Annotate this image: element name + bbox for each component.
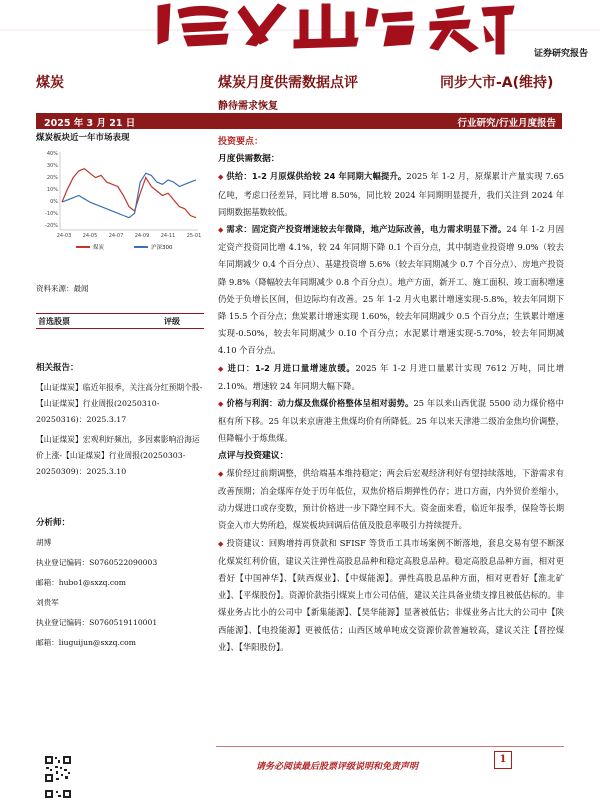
x-tick-label: 25-01 — [186, 233, 202, 239]
analyst-name: 刘贵军 — [36, 598, 59, 607]
preferred-stock-header — [36, 313, 204, 329]
sector-name: 煤炭 — [36, 75, 64, 91]
page-number: 1 — [494, 751, 512, 769]
disclaimer-notice: 请务必阅读最后股票评级说明和免责声明 — [256, 762, 419, 772]
related-report-item[interactable]: 【山证煤炭】宏观利好频出，多因素影响沿海运价上涨-【山证煤炭】行业周报(20250303-20250309)：2025.3.10 — [36, 435, 200, 476]
bullet-review: ◆ 煤价经过前期调整，供给端基本维持稳定；两会后宏观经济利好有望持续落地，下游需求有改善预期；冶金煤库存处于历年低位，双焦价格后期弹性仍存；进口方面，内外贸价差缩小，动力煤进口或存变数，预计价格进一步下降空间不大。资金面来看，临近年报季，保险等长期资金入市大势所趋，煤炭板块回调后估值及股息率吸引力持续提升。 — [218, 467, 565, 531]
report-subtitle: 静待需求恢复 — [218, 101, 278, 112]
related-report-item[interactable]: 【山证煤炭】临近年报季，关注高分红预期个股-【山证煤炭】行业周报(20250310-20250316)：2025.3.17 — [36, 383, 203, 424]
y-tick-label: 40% — [46, 151, 58, 157]
legend-label: 沪深300 — [151, 245, 173, 251]
x-tick-label: 24-11 — [160, 233, 176, 239]
qr-code-icon — [44, 788, 72, 800]
y-tick-label: -20% — [45, 223, 58, 229]
y-tick-label: 30% — [46, 163, 58, 169]
report-type-label: 证券研究报告 — [533, 49, 588, 59]
analyst-block — [36, 513, 204, 653]
qr-code-icon — [44, 755, 72, 783]
section-title: 投资要点： — [218, 137, 264, 147]
main-content — [218, 134, 564, 656]
bullet-icon: ◆ — [218, 226, 224, 235]
subsection-title: 点评与投资建议： — [218, 450, 289, 461]
y-tick-label: 20% — [46, 175, 58, 181]
bullet-import: ◆ 进口：1-2 月进口量增速放缓。2025 年 1-2 月进口量累计实现 7612 万吨，同比增 2.10%。增速较 24 年同期大幅下降。 — [218, 362, 564, 391]
analyst-cert: 执业登记编码：S0760519110001 — [36, 618, 158, 627]
y-tick-label: 0% — [50, 199, 58, 205]
subsection-title: 月度供需数据： — [218, 154, 280, 165]
y-tick-label: -10% — [45, 211, 58, 217]
x-tick-label: 24-03 — [56, 233, 72, 239]
industry-rating: 同步大市-A(维持) — [440, 75, 554, 91]
bullet-icon: ◆ — [218, 469, 224, 478]
analyst-title: 分析师： — [36, 518, 71, 528]
brand-calligraphy-logo — [118, 0, 518, 58]
series-line-coal — [62, 169, 196, 218]
rating-label: 评级 — [164, 317, 180, 326]
analyst-email[interactable]: 邮箱：liuguijun@sxzq.com — [36, 638, 136, 647]
y-tick-label: 10% — [46, 187, 58, 193]
chart-title — [36, 131, 204, 143]
report-category: 行业研究/行业月度报告 — [457, 118, 556, 129]
x-tick-label: 24-05 — [82, 233, 98, 239]
market-performance-chart — [36, 148, 204, 258]
bullet-icon: ◆ — [218, 400, 224, 409]
bullet-icon: ◆ — [218, 539, 224, 548]
bullet-icon: ◆ — [218, 173, 224, 182]
bullet-advice: ◆ 投资建议：回购增持再贷款和 SFISF 等货币工具市场案例不断落地，套息交易有望不断深化煤炭红利价值，建议关注弹性高股息品种和稳定高股息品种。稳定高股息品种方面，相对更看好【中国神华】、【陕西煤业】、【中煤能源】。弹性高股息品种方面，相对更看好【淮北矿业】、【平煤股份】。资源价款指引煤炭上市公司估值，建议关注具备业绩支撑且被低估标的。非煤业务占比小的公司中【新集能源】、【昊华能源】显著被低估；非煤业务占比大的公司中【陕西能源】、【电投能源】更被低估；山西区域单吨成交资源价款普遍较高，建议关注【晋控煤业】、【华阳股份】。 — [218, 537, 565, 652]
bullet-icon: ◆ — [218, 364, 225, 373]
analyst-name: 胡博 — [36, 538, 52, 547]
bullet-demand: ◆ 需求：固定资产投资增速较去年微降，地产边际改善，电力需求明显下滑。24 年 1-2 月固定资产投资同比增 4.1%，较 24 年同期下降 0.1 个百分点，其中制造业投资增 9.0%（较去年同期减少 0.4 个百分点）、基建投资增 5.6%（较去年同期减少 0.7 个百分点）、房地产投资降 9.8%（降幅较去年同期减少 0.8 个百分点）。地产方面，新开工、施工面积、竣工面积增速仍处于负增长区间，但边际均有改善。25 年 1-2 月火电累计增速实现-5.8%，较去年同期下降 15.5 个百分点；焦炭累计增速实现 1.60%，较去年同期减少 0.5 个百分点；生铁累计增速实现-0.50%，较去年同期减少 0.10 个百分点；水泥累计增速实现-5.70%，较去年同期减 4.10 个百分点。 — [218, 224, 564, 356]
series-line-hs300 — [62, 173, 196, 218]
report-title: 煤炭月度供需数据点评 — [218, 75, 358, 91]
analyst-cert: 执业登记编码：S0760522090003 — [36, 558, 158, 567]
chart-source: 资料来源：最闻 — [36, 284, 89, 293]
footer-divider — [216, 746, 564, 747]
preferred-stock-label: 首选股票 — [38, 317, 70, 326]
related-reports-title: 相关报告： — [36, 363, 79, 373]
x-tick-label: 24-07 — [108, 233, 124, 239]
related-reports — [36, 360, 204, 480]
analyst-email[interactable]: 邮箱：hubo1@sxzq.com — [36, 578, 126, 587]
report-date: 2025 年 3 月 21 日 — [44, 118, 136, 129]
bullet-supply: ◆ 供给：1-2 月原煤供给较 24 年同期大幅提升。2025 年 1-2 月，原煤累计产量实现 7.65 亿吨，考虑口径差异，同比增 8.50%，同比较 2024 年同期明显提升，我们关注到 2024 年同期数据基数较低。 — [218, 171, 565, 217]
x-tick-label: 24-09 — [134, 233, 150, 239]
bullet-price: ◆ 价格与利润：动力煤及焦煤价格整体呈相对弱势。25 年以来山西优混 5500 动力煤价格中枢有所下移。25 年以来京唐港主焦煤均价有所降低。25 年以来天津港二级冶金焦均价调整，但降幅小于炼焦煤。 — [218, 398, 564, 444]
legend-label: 煤炭 — [93, 245, 105, 251]
chart-title-text: 煤炭板块近一年市场表现 — [36, 133, 130, 143]
